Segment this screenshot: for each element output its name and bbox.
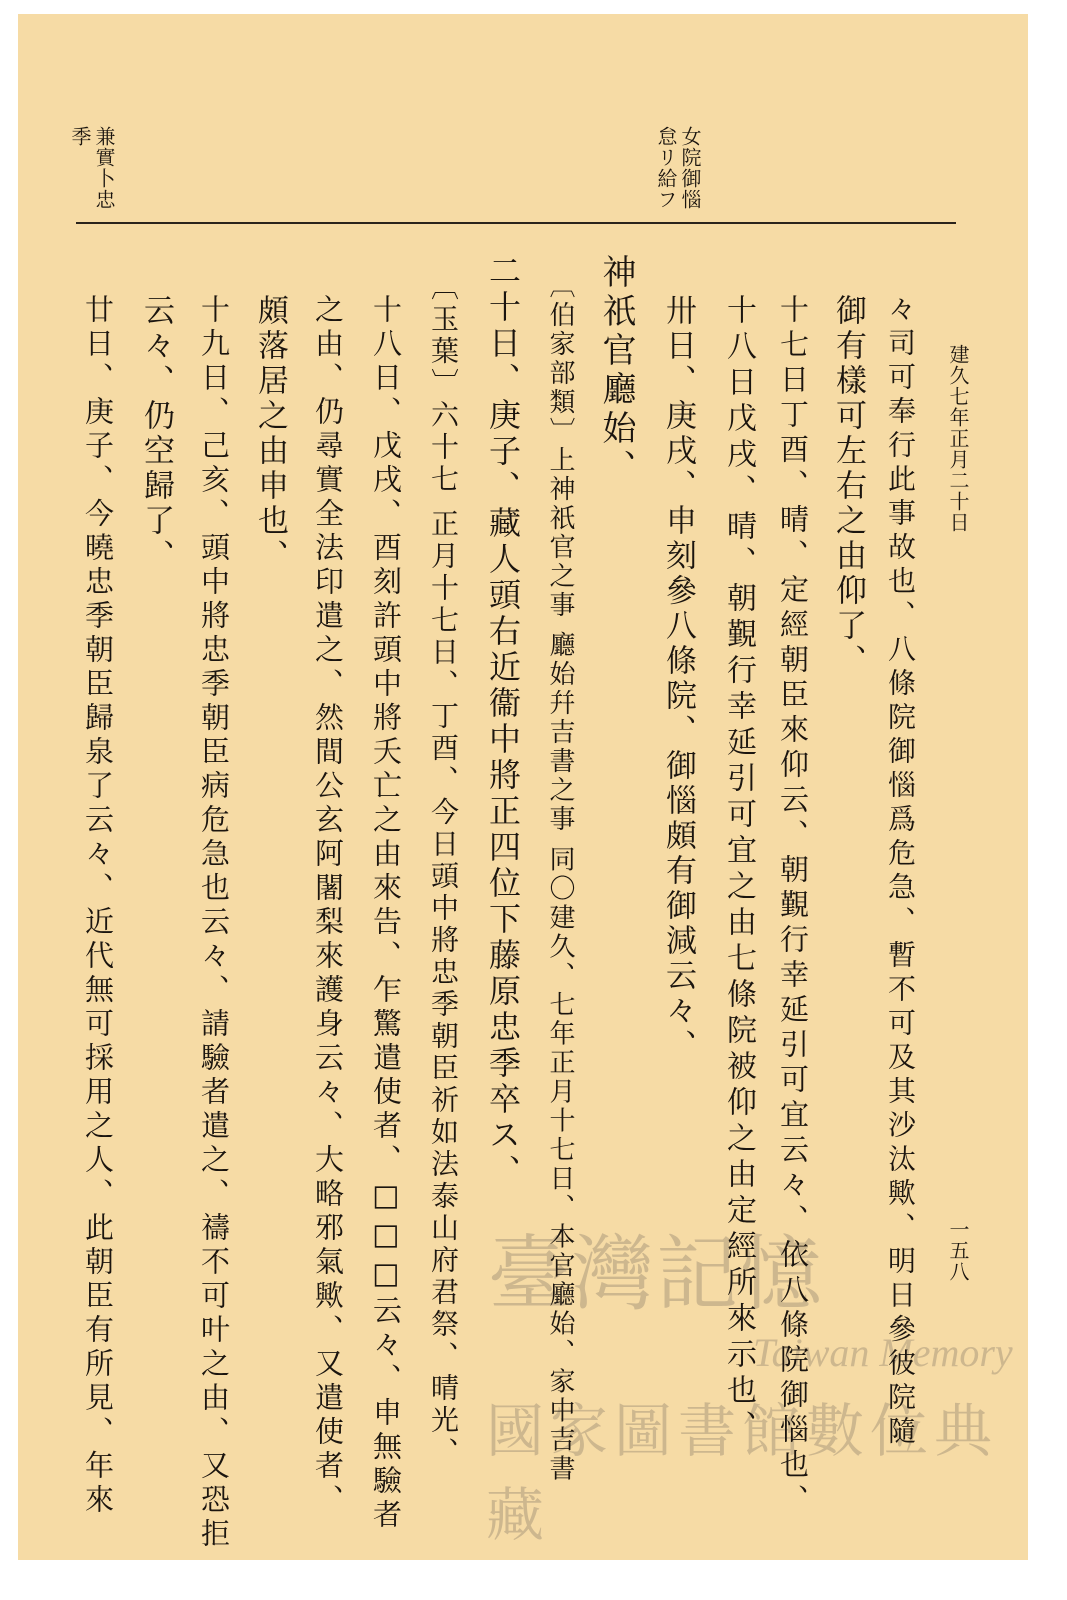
text-column-3: 十七日丁酉、晴、定經朝臣來仰云、朝覲行幸延引可宜云々、依八條院御惱也、 — [776, 294, 810, 1519]
text-column-1: 々司可奉行此事故也、八條院御惱爲危急、暫不可及其沙汰歟、明日參彼院隨 — [884, 294, 917, 1450]
text-column-2: 御有樣可左右之由仰了、 — [830, 294, 866, 679]
watermark-latin: Taiwan Memory — [753, 1330, 1013, 1375]
header-rule — [76, 222, 956, 224]
entry-heading: 二十日、庚子、藏人頭右近衞中將正四位下藤原忠季卒ス、 — [484, 254, 522, 1190]
text-column-15: 廿日、庚子、今曉忠季朝臣歸泉了云々、近代無可採用之人、此朝臣有所見、年來 — [81, 294, 115, 1518]
margin-note-left-line-2: 季 — [68, 126, 92, 147]
page-number: 一五八 — [946, 1219, 970, 1282]
text-column-5: 卅日、庚戌、申刻參八條院、御惱頗有御減云々、 — [660, 294, 696, 1064]
text-column-9: 〔玉葉〕六十七 正月十七日、丁酉、今日頭中將忠季朝臣祈如法泰山府君祭、晴光、 — [427, 272, 460, 1469]
text-column-10: 十八日、戊戌、酉刻許頭中將夭亡之由來告、乍驚遣使者、□□□云々、申無驗者 — [369, 294, 403, 1533]
document-page — [18, 14, 1028, 1560]
watermark-caption: 國家圖書館數位典藏 — [486, 1397, 999, 1549]
text-column-11: 之由、仍尋實全法印遣之、然間公玄阿闍梨來護身云々、大略邪氣歟、又遣使者、 — [311, 294, 345, 1518]
text-column-14: 云々、仍空歸了、 — [138, 294, 174, 574]
text-column-12: 頗落居之由申也、 — [252, 294, 288, 574]
text-column-4: 十八日戊戌、晴、朝覲行幸延引可宜之由七條院被仰之由定經所來示也、 — [721, 294, 756, 1446]
watermark-calligraphy: 臺灣記憶 — [488, 1227, 825, 1322]
text-column-13: 十九日、己亥、頭中將忠季朝臣病危急也云々、請驗者遣之、禱不可叶之由、又恐拒 — [197, 294, 231, 1552]
text-column-7: 〔伯家部類〕上神祇官之事 廳始幷吉書之事 同〇建久、七年正月十七日、本官廳始、家中吉書 — [545, 272, 575, 1484]
section-heading: 神祇官廳始、 — [596, 254, 636, 488]
margin-note-right-line-2: 怠リ給フ — [654, 126, 678, 210]
margin-note-right-line-1: 女院御惱 — [678, 126, 702, 210]
margin-note-left-line-1: 兼實卜忠 — [92, 126, 116, 210]
running-title: 建久七年正月二十日 — [946, 344, 970, 533]
